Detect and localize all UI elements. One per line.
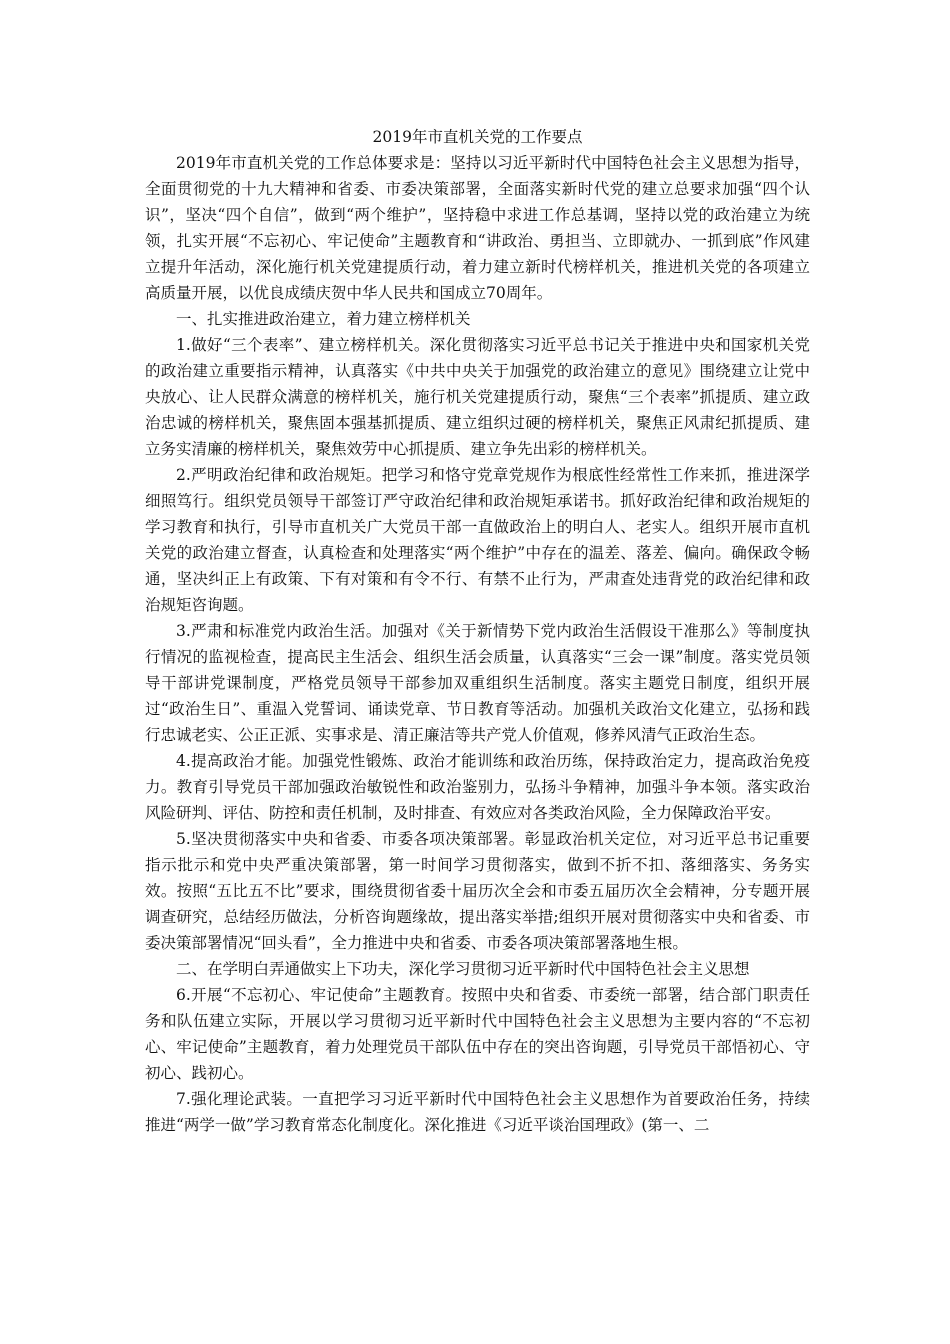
paragraph-item-4: 4.提高政治才能。加强党性锻炼、政治才能训练和政治历练，保持政治定力，提高政治免疫力。教育引导党员干部加强政治敏锐性和政治鉴别力，弘扬斗争精神，加强斗争本领。落实政治风险研判、评估、防控和责任机制，及时排查、有效应对各类政治风险，全力保障政治平安。 [145,752,810,822]
section-heading-2: 二、在学明白弄通做实上下功夫，深化学习贯彻习近平新时代中国特色社会主义思想 [176,960,750,978]
paragraph-item-5: 5.坚决贯彻落实中央和省委、市委各项决策部署。彰显政治机关定位，对习近平总书记重要指示批示和党中央严重决策部署，第一时间学习贯彻落实，做到不折不扣、落细落实、务务实效。按照“五比五不比”要求，围绕贯彻省委十届历次全会和市委五届历次全会精神，分专题开展调查研究，总结经历做法，分析咨询题缘故，提出落实举措;组织开展对贯彻落实中央和省委、市委决策部署情况“回头看”，全力推进中央和省委、市委各项决策部署落地生根。 [145,830,810,952]
paragraph-item-6: 6.开展“不忘初心、牢记使命”主题教育。按照中央和省委、市委统一部署，结合部门职责任务和队伍建立实际，开展以学习贯彻习近平新时代中国特色社会主义思想为主要内容的“不忘初心、牢记使命”主题教育，着力处理党员干部队伍中存在的突出咨询题，引导党员干部悟初心、守初心、践初心。 [145,986,810,1082]
section-heading-1: 一、扎实推进政治建立，着力建立榜样机关 [176,310,471,328]
paragraph-item-1: 1.做好“三个表率”、建立榜样机关。深化贯彻落实习近平总书记关于推进中央和国家机关党的政治建立重要指示精神，认真落实《中共中央关于加强党的政治建立的意见》围绕建立让党中央放心、让人民群众满意的榜样机关，施行机关党建提质行动，聚焦“三个表率”抓提质、建立政治忠诚的榜样机关，聚焦固本强基抓提质、建立组织过硬的榜样机关，聚焦正风肃纪抓提质、建立务实清廉的榜样机关，聚焦效劳中心抓提质、建立争先出彩的榜样机关。 [145,336,810,458]
paragraph-intro: 2019年市直机关党的工作总体要求是：坚持以习近平新时代中国特色社会主义思想为指导，全面贯彻党的十九大精神和省委、市委决策部署，全面落实新时代党的建立总要求加强“四个认识”，坚决“四个自信”，做到“两个维护”，坚持稳中求进工作总基调，坚持以党的政治建立为统领，扎实开展“不忘初心、牢记使命”主题教育和“讲政治、勇担当、立即就办、一抓到底”作风建立提升年活动，深化施行机关党建提质行动，着力建立新时代榜样机关，推进机关党的各项建立高质量开展，以优良成绩庆贺中华人民共和国成立70周年。 [145,154,810,302]
document-title: 2019年市直机关党的工作要点 [372,128,583,146]
paragraph-item-2: 2.严明政治纪律和政治规矩。把学习和恪守党章党规作为根底性经常性工作来抓，推进深学细照笃行。组织党员领导干部签订严守政治纪律和政治规矩承诺书。抓好政治纪律和政治规矩的学习教育和执行，引导市直机关广大党员干部一直做政治上的明白人、老实人。组织开展市直机关党的政治建立督查，认真检查和处理落实“两个维护”中存在的温差、落差、偏向。确保政令畅通，坚决纠正上有政策、下有对策和有令不行、有禁不止行为，严肃查处违背党的政治纪律和政治规矩咨询题。 [145,466,810,614]
paragraph-item-3: 3.严肃和标准党内政治生活。加强对《关于新情势下党内政治生活假设干准那么》等制度执行情况的监视检查，提高民主生活会、组织生活会质量，认真落实“三会一课”制度。落实党员领导干部讲党课制度，严格党员领导干部参加双重组织生活制度。落实主题党日制度，组织开展过“政治生日”、重温入党誓词、诵读党章、节日教育等活动。加强机关政治文化建立，弘扬和践行忠诚老实、公正正派、实事求是、清正廉洁等共产党人价值观，修养风清气正政治生态。 [145,622,810,744]
paragraph-item-7: 7.强化理论武装。一直把学习习近平新时代中国特色社会主义思想作为首要政治任务，持续推进“两学一做”学习教育常态化制度化。深化推进《习近平谈治国理政》(第一、二 [145,1090,810,1134]
